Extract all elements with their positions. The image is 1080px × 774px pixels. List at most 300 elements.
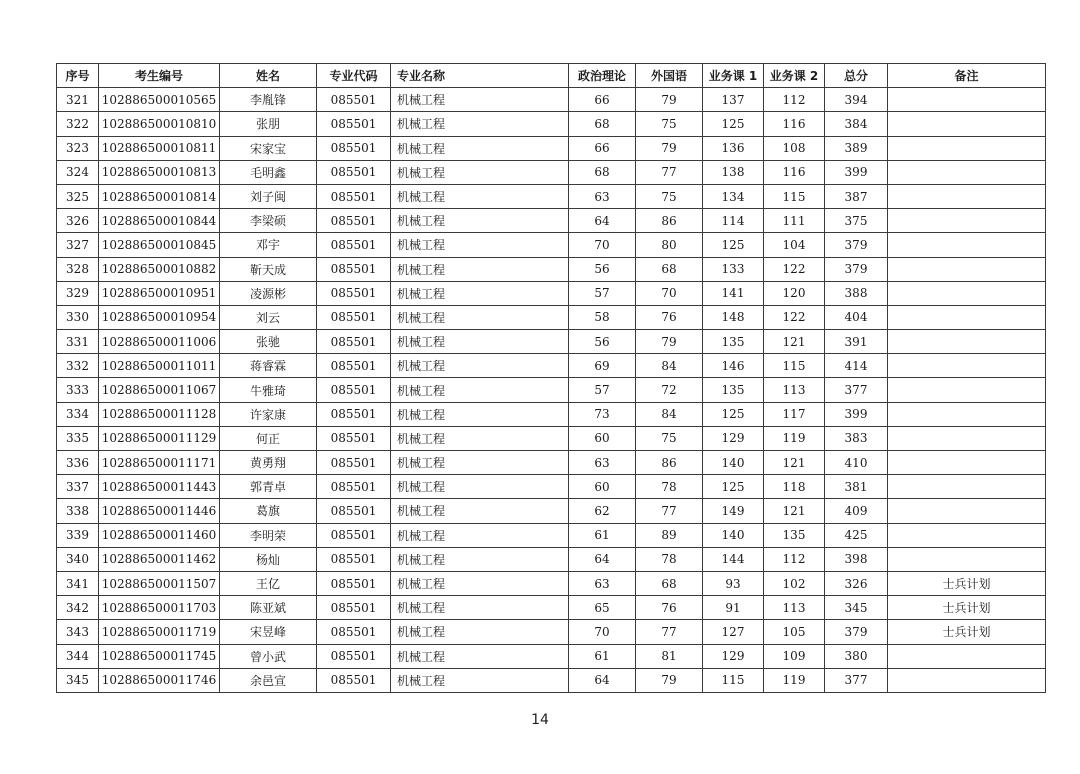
- col-subject-1-cell: 146: [703, 354, 764, 378]
- col-politics-cell: 60: [569, 426, 636, 450]
- table-row: [57, 547, 1046, 571]
- col-total-cell: 399: [825, 402, 888, 426]
- col-subject-1-cell: 135: [703, 330, 764, 354]
- col-total-cell: 391: [825, 330, 888, 354]
- col-politics-cell: 58: [569, 305, 636, 329]
- col-foreign-language-cell: 86: [636, 209, 703, 233]
- col-subject-2-cell: 109: [764, 644, 825, 668]
- col-foreign-language-cell: 89: [636, 523, 703, 547]
- col-index-cell: 322: [57, 112, 99, 136]
- col-index-cell: 344: [57, 644, 99, 668]
- col-foreign-language-cell: 79: [636, 88, 703, 112]
- col-total-cell: 389: [825, 136, 888, 160]
- col-index-cell: 321: [57, 88, 99, 112]
- col-major-code-cell: 085501: [317, 596, 391, 620]
- table-row: [57, 136, 1046, 160]
- col-politics-cell: 63: [569, 451, 636, 475]
- col-subject-1-cell: 129: [703, 644, 764, 668]
- col-subject-2-cell: 104: [764, 233, 825, 257]
- col-foreign-language-cell: 79: [636, 136, 703, 160]
- col-major-code-cell: 085501: [317, 378, 391, 402]
- table-row: [57, 426, 1046, 450]
- col-name-cell: 毛明鑫: [220, 160, 317, 184]
- col-subject-2-cell: 112: [764, 88, 825, 112]
- table-row: [57, 596, 1046, 620]
- table-row: [57, 475, 1046, 499]
- col-name-cell: 李胤锋: [220, 88, 317, 112]
- col-subject-2-cell: 122: [764, 305, 825, 329]
- col-politics-cell: 64: [569, 209, 636, 233]
- col-total-cell: 394: [825, 88, 888, 112]
- table-row: [57, 523, 1046, 547]
- col-politics-cell: 70: [569, 620, 636, 644]
- col-candidate-id-cell: 102886500010813: [99, 160, 220, 184]
- col-remarks-cell: [888, 233, 1046, 257]
- col-candidate-id-cell: 102886500011507: [99, 571, 220, 595]
- col-remarks-cell: [888, 668, 1046, 692]
- col-major-name-cell: 机械工程: [391, 426, 569, 450]
- col-name-cell: 宋昱峰: [220, 620, 317, 644]
- col-politics-cell: 70: [569, 233, 636, 257]
- col-major-code-cell: 085501: [317, 257, 391, 281]
- col-index-cell: 334: [57, 402, 99, 426]
- col-foreign-language-cell: 72: [636, 378, 703, 402]
- col-index-cell: 336: [57, 451, 99, 475]
- col-major-code-cell: 085501: [317, 354, 391, 378]
- header-col-subject-1: 业务课 1: [703, 64, 764, 88]
- table-row: [57, 668, 1046, 692]
- col-index-cell: 328: [57, 257, 99, 281]
- col-foreign-language-cell: 68: [636, 257, 703, 281]
- col-major-name-cell: 机械工程: [391, 571, 569, 595]
- col-subject-2-cell: 108: [764, 136, 825, 160]
- col-subject-2-cell: 120: [764, 281, 825, 305]
- col-name-cell: 曾小武: [220, 644, 317, 668]
- col-politics-cell: 57: [569, 378, 636, 402]
- col-remarks-cell: [888, 136, 1046, 160]
- col-foreign-language-cell: 77: [636, 160, 703, 184]
- col-remarks-cell: [888, 451, 1046, 475]
- col-remarks-cell: [888, 547, 1046, 571]
- col-subject-1-cell: 144: [703, 547, 764, 571]
- col-subject-1-cell: 129: [703, 426, 764, 450]
- col-candidate-id-cell: 102886500011443: [99, 475, 220, 499]
- col-candidate-id-cell: 102886500011011: [99, 354, 220, 378]
- col-candidate-id-cell: 102886500010814: [99, 184, 220, 208]
- table-row: [57, 330, 1046, 354]
- col-foreign-language-cell: 80: [636, 233, 703, 257]
- col-total-cell: 326: [825, 571, 888, 595]
- col-major-name-cell: 机械工程: [391, 233, 569, 257]
- col-remarks-cell: 士兵计划: [888, 596, 1046, 620]
- col-major-name-cell: 机械工程: [391, 209, 569, 233]
- col-total-cell: 345: [825, 596, 888, 620]
- col-major-name-cell: 机械工程: [391, 112, 569, 136]
- col-candidate-id-cell: 102886500011128: [99, 402, 220, 426]
- col-subject-1-cell: 141: [703, 281, 764, 305]
- col-major-code-cell: 085501: [317, 668, 391, 692]
- col-subject-1-cell: 137: [703, 88, 764, 112]
- col-index-cell: 330: [57, 305, 99, 329]
- col-remarks-cell: [888, 499, 1046, 523]
- col-major-name-cell: 机械工程: [391, 281, 569, 305]
- col-index-cell: 343: [57, 620, 99, 644]
- col-name-cell: 李明荣: [220, 523, 317, 547]
- col-name-cell: 葛旗: [220, 499, 317, 523]
- col-subject-2-cell: 121: [764, 330, 825, 354]
- col-remarks-cell: [888, 184, 1046, 208]
- col-index-cell: 331: [57, 330, 99, 354]
- col-politics-cell: 66: [569, 88, 636, 112]
- col-name-cell: 李梁硕: [220, 209, 317, 233]
- col-major-name-cell: 机械工程: [391, 257, 569, 281]
- col-remarks-cell: [888, 330, 1046, 354]
- col-major-name-cell: 机械工程: [391, 354, 569, 378]
- col-index-cell: 335: [57, 426, 99, 450]
- page-number: 14: [531, 712, 549, 728]
- col-major-code-cell: 085501: [317, 499, 391, 523]
- col-name-cell: 张朋: [220, 112, 317, 136]
- col-name-cell: 郭青卓: [220, 475, 317, 499]
- col-total-cell: 384: [825, 112, 888, 136]
- col-candidate-id-cell: 102886500010951: [99, 281, 220, 305]
- col-foreign-language-cell: 78: [636, 547, 703, 571]
- col-politics-cell: 63: [569, 571, 636, 595]
- col-subject-2-cell: 116: [764, 112, 825, 136]
- col-subject-1-cell: 127: [703, 620, 764, 644]
- col-remarks-cell: [888, 209, 1046, 233]
- col-subject-1-cell: 133: [703, 257, 764, 281]
- col-major-name-cell: 机械工程: [391, 378, 569, 402]
- col-politics-cell: 64: [569, 668, 636, 692]
- col-subject-1-cell: 125: [703, 233, 764, 257]
- col-remarks-cell: [888, 402, 1046, 426]
- table-row: [57, 571, 1046, 595]
- col-total-cell: 425: [825, 523, 888, 547]
- col-subject-1-cell: 138: [703, 160, 764, 184]
- col-major-code-cell: 085501: [317, 475, 391, 499]
- col-major-name-cell: 机械工程: [391, 523, 569, 547]
- col-major-code-cell: 085501: [317, 112, 391, 136]
- col-subject-1-cell: 135: [703, 378, 764, 402]
- col-index-cell: 341: [57, 571, 99, 595]
- col-remarks-cell: [888, 281, 1046, 305]
- col-foreign-language-cell: 79: [636, 668, 703, 692]
- col-name-cell: 许家康: [220, 402, 317, 426]
- col-name-cell: 杨灿: [220, 547, 317, 571]
- col-total-cell: 379: [825, 233, 888, 257]
- col-politics-cell: 64: [569, 547, 636, 571]
- col-index-cell: 332: [57, 354, 99, 378]
- col-index-cell: 329: [57, 281, 99, 305]
- col-foreign-language-cell: 75: [636, 112, 703, 136]
- col-remarks-cell: [888, 475, 1046, 499]
- col-subject-2-cell: 135: [764, 523, 825, 547]
- col-major-code-cell: 085501: [317, 184, 391, 208]
- col-total-cell: 399: [825, 160, 888, 184]
- col-candidate-id-cell: 102886500010845: [99, 233, 220, 257]
- table-body: [57, 88, 1046, 693]
- col-remarks-cell: [888, 378, 1046, 402]
- col-politics-cell: 56: [569, 330, 636, 354]
- table-row: [57, 378, 1046, 402]
- col-major-name-cell: 机械工程: [391, 547, 569, 571]
- col-subject-2-cell: 105: [764, 620, 825, 644]
- col-remarks-cell: [888, 160, 1046, 184]
- col-politics-cell: 57: [569, 281, 636, 305]
- col-remarks-cell: 士兵计划: [888, 571, 1046, 595]
- col-politics-cell: 68: [569, 160, 636, 184]
- table-row: [57, 354, 1046, 378]
- col-candidate-id-cell: 102886500011746: [99, 668, 220, 692]
- col-major-name-cell: 机械工程: [391, 184, 569, 208]
- col-subject-2-cell: 121: [764, 499, 825, 523]
- header-col-foreign-language: 外国语: [636, 64, 703, 88]
- col-index-cell: 340: [57, 547, 99, 571]
- col-index-cell: 345: [57, 668, 99, 692]
- col-subject-2-cell: 113: [764, 596, 825, 620]
- col-candidate-id-cell: 102886500010844: [99, 209, 220, 233]
- col-major-code-cell: 085501: [317, 402, 391, 426]
- col-remarks-cell: [888, 426, 1046, 450]
- col-foreign-language-cell: 84: [636, 402, 703, 426]
- header-col-major-name: 专业名称: [391, 64, 569, 88]
- col-major-name-cell: 机械工程: [391, 596, 569, 620]
- col-remarks-cell: [888, 523, 1046, 547]
- col-name-cell: 牛雅琦: [220, 378, 317, 402]
- col-foreign-language-cell: 81: [636, 644, 703, 668]
- col-total-cell: 379: [825, 257, 888, 281]
- col-candidate-id-cell: 102886500011462: [99, 547, 220, 571]
- col-foreign-language-cell: 75: [636, 184, 703, 208]
- col-major-name-cell: 机械工程: [391, 160, 569, 184]
- table-row: [57, 281, 1046, 305]
- col-politics-cell: 56: [569, 257, 636, 281]
- col-politics-cell: 73: [569, 402, 636, 426]
- col-major-code-cell: 085501: [317, 281, 391, 305]
- col-remarks-cell: [888, 112, 1046, 136]
- col-subject-2-cell: 102: [764, 571, 825, 595]
- col-candidate-id-cell: 102886500011703: [99, 596, 220, 620]
- col-foreign-language-cell: 77: [636, 499, 703, 523]
- header-col-subject-2: 业务课 2: [764, 64, 825, 88]
- col-total-cell: 377: [825, 668, 888, 692]
- col-major-code-cell: 085501: [317, 426, 391, 450]
- col-major-code-cell: 085501: [317, 547, 391, 571]
- col-candidate-id-cell: 102886500011446: [99, 499, 220, 523]
- col-remarks-cell: [888, 354, 1046, 378]
- col-name-cell: 黄勇翔: [220, 451, 317, 475]
- col-name-cell: 凌源彬: [220, 281, 317, 305]
- col-total-cell: 388: [825, 281, 888, 305]
- col-candidate-id-cell: 102886500010565: [99, 88, 220, 112]
- col-remarks-cell: [888, 88, 1046, 112]
- col-candidate-id-cell: 102886500011129: [99, 426, 220, 450]
- col-subject-1-cell: 93: [703, 571, 764, 595]
- col-total-cell: 409: [825, 499, 888, 523]
- col-major-name-cell: 机械工程: [391, 305, 569, 329]
- header-col-total: 总分: [825, 64, 888, 88]
- col-subject-2-cell: 115: [764, 184, 825, 208]
- col-major-name-cell: 机械工程: [391, 668, 569, 692]
- col-foreign-language-cell: 70: [636, 281, 703, 305]
- col-politics-cell: 68: [569, 112, 636, 136]
- col-candidate-id-cell: 102886500011006: [99, 330, 220, 354]
- col-major-name-cell: 机械工程: [391, 644, 569, 668]
- col-candidate-id-cell: 102886500010882: [99, 257, 220, 281]
- col-name-cell: 刘云: [220, 305, 317, 329]
- col-foreign-language-cell: 86: [636, 451, 703, 475]
- col-subject-2-cell: 111: [764, 209, 825, 233]
- col-subject-2-cell: 118: [764, 475, 825, 499]
- col-name-cell: 余邑宣: [220, 668, 317, 692]
- table-row: [57, 620, 1046, 644]
- header-col-remarks: 备注: [888, 64, 1046, 88]
- col-politics-cell: 62: [569, 499, 636, 523]
- col-foreign-language-cell: 76: [636, 305, 703, 329]
- col-total-cell: 381: [825, 475, 888, 499]
- table-row: [57, 644, 1046, 668]
- col-subject-1-cell: 115: [703, 668, 764, 692]
- header-col-major-code: 专业代码: [317, 64, 391, 88]
- col-name-cell: 蒋睿霖: [220, 354, 317, 378]
- col-major-name-cell: 机械工程: [391, 330, 569, 354]
- col-major-code-cell: 085501: [317, 571, 391, 595]
- col-subject-1-cell: 91: [703, 596, 764, 620]
- table-row: [57, 184, 1046, 208]
- col-total-cell: 387: [825, 184, 888, 208]
- col-politics-cell: 66: [569, 136, 636, 160]
- col-foreign-language-cell: 78: [636, 475, 703, 499]
- col-candidate-id-cell: 102886500010811: [99, 136, 220, 160]
- col-index-cell: 342: [57, 596, 99, 620]
- col-major-code-cell: 085501: [317, 160, 391, 184]
- table-header-row: [57, 64, 1046, 88]
- col-subject-1-cell: 114: [703, 209, 764, 233]
- col-remarks-cell: [888, 644, 1046, 668]
- col-subject-2-cell: 115: [764, 354, 825, 378]
- col-candidate-id-cell: 102886500011171: [99, 451, 220, 475]
- col-candidate-id-cell: 102886500011719: [99, 620, 220, 644]
- col-foreign-language-cell: 84: [636, 354, 703, 378]
- col-major-code-cell: 085501: [317, 330, 391, 354]
- table-row: [57, 88, 1046, 112]
- col-total-cell: 414: [825, 354, 888, 378]
- col-subject-2-cell: 122: [764, 257, 825, 281]
- col-politics-cell: 60: [569, 475, 636, 499]
- table-row: [57, 451, 1046, 475]
- col-subject-1-cell: 125: [703, 112, 764, 136]
- col-index-cell: 337: [57, 475, 99, 499]
- col-subject-2-cell: 121: [764, 451, 825, 475]
- col-politics-cell: 61: [569, 523, 636, 547]
- col-subject-1-cell: 140: [703, 451, 764, 475]
- col-major-code-cell: 085501: [317, 451, 391, 475]
- col-remarks-cell: [888, 305, 1046, 329]
- table-row: [57, 160, 1046, 184]
- table-row: [57, 233, 1046, 257]
- col-major-code-cell: 085501: [317, 209, 391, 233]
- col-politics-cell: 69: [569, 354, 636, 378]
- col-name-cell: 靳天成: [220, 257, 317, 281]
- col-index-cell: 325: [57, 184, 99, 208]
- col-major-name-cell: 机械工程: [391, 402, 569, 426]
- table-row: [57, 257, 1046, 281]
- col-subject-2-cell: 117: [764, 402, 825, 426]
- col-politics-cell: 63: [569, 184, 636, 208]
- header-col-index: 序号: [57, 64, 99, 88]
- col-subject-2-cell: 113: [764, 378, 825, 402]
- header-col-name: 姓名: [220, 64, 317, 88]
- col-subject-2-cell: 119: [764, 426, 825, 450]
- table-row: [57, 112, 1046, 136]
- col-foreign-language-cell: 75: [636, 426, 703, 450]
- col-candidate-id-cell: 102886500011067: [99, 378, 220, 402]
- col-subject-1-cell: 136: [703, 136, 764, 160]
- col-major-name-cell: 机械工程: [391, 451, 569, 475]
- col-foreign-language-cell: 68: [636, 571, 703, 595]
- col-total-cell: 398: [825, 547, 888, 571]
- col-total-cell: 377: [825, 378, 888, 402]
- col-total-cell: 380: [825, 644, 888, 668]
- col-name-cell: 刘子闽: [220, 184, 317, 208]
- col-candidate-id-cell: 102886500010954: [99, 305, 220, 329]
- header-col-candidate-id: 考生编号: [99, 64, 220, 88]
- col-name-cell: 陈亚斌: [220, 596, 317, 620]
- col-major-code-cell: 085501: [317, 305, 391, 329]
- col-major-name-cell: 机械工程: [391, 499, 569, 523]
- col-major-code-cell: 085501: [317, 523, 391, 547]
- col-major-code-cell: 085501: [317, 136, 391, 160]
- col-major-name-cell: 机械工程: [391, 475, 569, 499]
- col-subject-1-cell: 125: [703, 475, 764, 499]
- col-foreign-language-cell: 76: [636, 596, 703, 620]
- table-row: [57, 209, 1046, 233]
- col-remarks-cell: [888, 257, 1046, 281]
- col-index-cell: 327: [57, 233, 99, 257]
- col-subject-1-cell: 140: [703, 523, 764, 547]
- col-total-cell: 410: [825, 451, 888, 475]
- col-name-cell: 王亿: [220, 571, 317, 595]
- col-major-code-cell: 085501: [317, 644, 391, 668]
- table-row: [57, 305, 1046, 329]
- col-index-cell: 333: [57, 378, 99, 402]
- col-total-cell: 375: [825, 209, 888, 233]
- col-politics-cell: 65: [569, 596, 636, 620]
- col-index-cell: 323: [57, 136, 99, 160]
- col-major-name-cell: 机械工程: [391, 620, 569, 644]
- col-major-name-cell: 机械工程: [391, 88, 569, 112]
- table-row: [57, 402, 1046, 426]
- col-total-cell: 379: [825, 620, 888, 644]
- col-major-code-cell: 085501: [317, 88, 391, 112]
- col-total-cell: 383: [825, 426, 888, 450]
- col-remarks-cell: 士兵计划: [888, 620, 1046, 644]
- col-candidate-id-cell: 102886500011460: [99, 523, 220, 547]
- col-index-cell: 324: [57, 160, 99, 184]
- col-index-cell: 339: [57, 523, 99, 547]
- col-subject-1-cell: 148: [703, 305, 764, 329]
- col-subject-1-cell: 134: [703, 184, 764, 208]
- col-candidate-id-cell: 102886500010810: [99, 112, 220, 136]
- col-subject-1-cell: 149: [703, 499, 764, 523]
- table-row: [57, 499, 1046, 523]
- col-foreign-language-cell: 77: [636, 620, 703, 644]
- col-total-cell: 404: [825, 305, 888, 329]
- col-subject-1-cell: 125: [703, 402, 764, 426]
- col-name-cell: 邓宇: [220, 233, 317, 257]
- col-major-code-cell: 085501: [317, 233, 391, 257]
